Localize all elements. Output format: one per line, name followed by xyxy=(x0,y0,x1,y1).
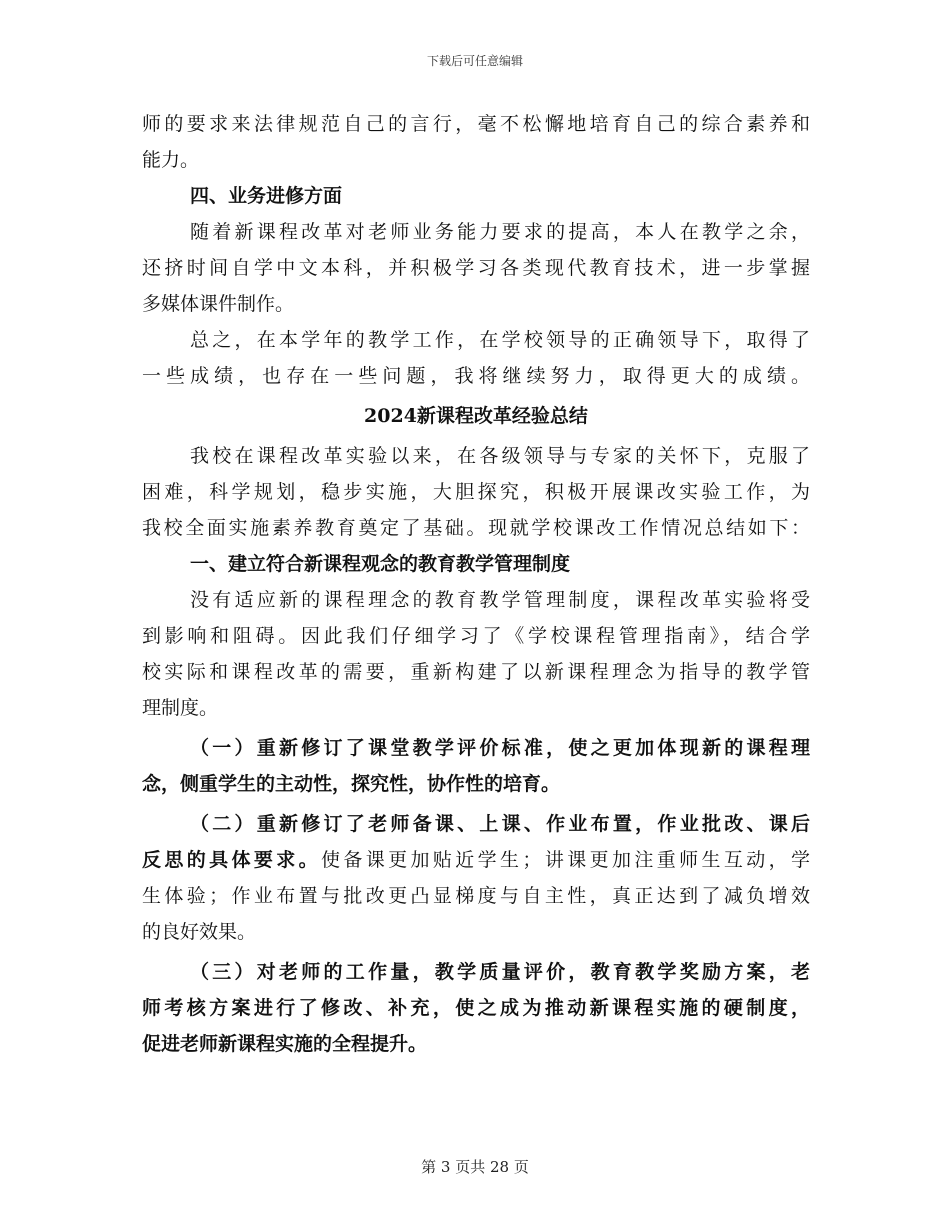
subsection-line: （三）对老师的工作量，教学质量评价，教育教学奖励方案，老 xyxy=(190,961,810,983)
paragraph-line: 多媒体课件制作。 xyxy=(142,293,295,315)
paragraph-line: 随着新课程改革对老师业务能力要求的提高，本人在教学之余， xyxy=(190,221,810,243)
paragraph-line: 到影响和阻碍。因此我们仔细学习了《学校课程管理指南》，结合学 xyxy=(142,625,810,647)
subsection-line: （二）重新修订了老师备课、上课、作业布置，作业批改、课后 xyxy=(190,813,810,835)
paragraph-line: 能力。 xyxy=(142,149,200,171)
paragraph-line: 理制度。 xyxy=(142,697,219,719)
regular-segment: 使备课更加贴近学生；讲课更加注重师生互动，学 xyxy=(321,849,810,871)
section-heading: 四、业务进修方面 xyxy=(190,185,343,207)
mixed-line xyxy=(142,842,810,878)
paragraph-line: 还挤时间自学中文本科，并积极学习各类现代教育技术，进一步掌握 xyxy=(142,257,810,279)
document-title: 2024新课程改革经验总结 xyxy=(364,405,588,427)
paragraph-line: 我校全面实施素养教育奠定了基础。现就学校课改工作情况总结如下： xyxy=(142,517,810,539)
paragraph-line: 总之，在本学年的教学工作，在学校领导的正确领导下，取得了 xyxy=(190,329,810,351)
document-body xyxy=(142,106,810,1062)
subsection-line: （一）重新修订了课堂教学评价标准，使之更加体现新的课程理 xyxy=(190,737,810,759)
paragraph-line: 困难，科学规划，稳步实施，大胆探究，积极开展课改实验工作，为 xyxy=(142,481,810,503)
paragraph-line: 我校在课程改革实验以来，在各级领导与专家的关怀下，克服了 xyxy=(190,445,810,467)
paragraph-line: 没有适应新的课程理念的教育教学管理制度，课程改革实验将受 xyxy=(190,589,810,611)
page-footer: 第 3 页共 28 页 xyxy=(421,1158,529,1176)
paragraph-line: 师的要求来法律规范自己的言行，毫不松懈地培育自己的综合素养和 xyxy=(142,113,810,135)
page-header: 下载后可任意编辑 xyxy=(426,54,523,68)
paragraph-line: 生体验；作业布置与批改更凸显梯度与自主性，真正达到了减负增效 xyxy=(142,885,810,907)
subsection-line: 促进老师新课程实施的全程提升。 xyxy=(142,1033,428,1055)
paragraph-line: 一些成绩，也存在一些问题，我将继续努力，取得更大的成绩。 xyxy=(142,365,810,387)
paragraph-line: 的良好效果。 xyxy=(142,921,257,943)
section-heading: 一、建立符合新课程观念的教育教学管理制度 xyxy=(190,553,571,575)
subsection-line: 师考核方案进行了修改、补充，使之成为推动新课程实施的硬制度， xyxy=(142,997,810,1019)
bold-segment: 反思的具体要求。 xyxy=(142,849,322,871)
paragraph-line: 校实际和课程改革的需要，重新构建了以新课程理念为指导的教学管 xyxy=(142,661,810,683)
subsection-line: 念，侧重学生的主动性，探究性，协作性的培育。 xyxy=(142,773,561,795)
